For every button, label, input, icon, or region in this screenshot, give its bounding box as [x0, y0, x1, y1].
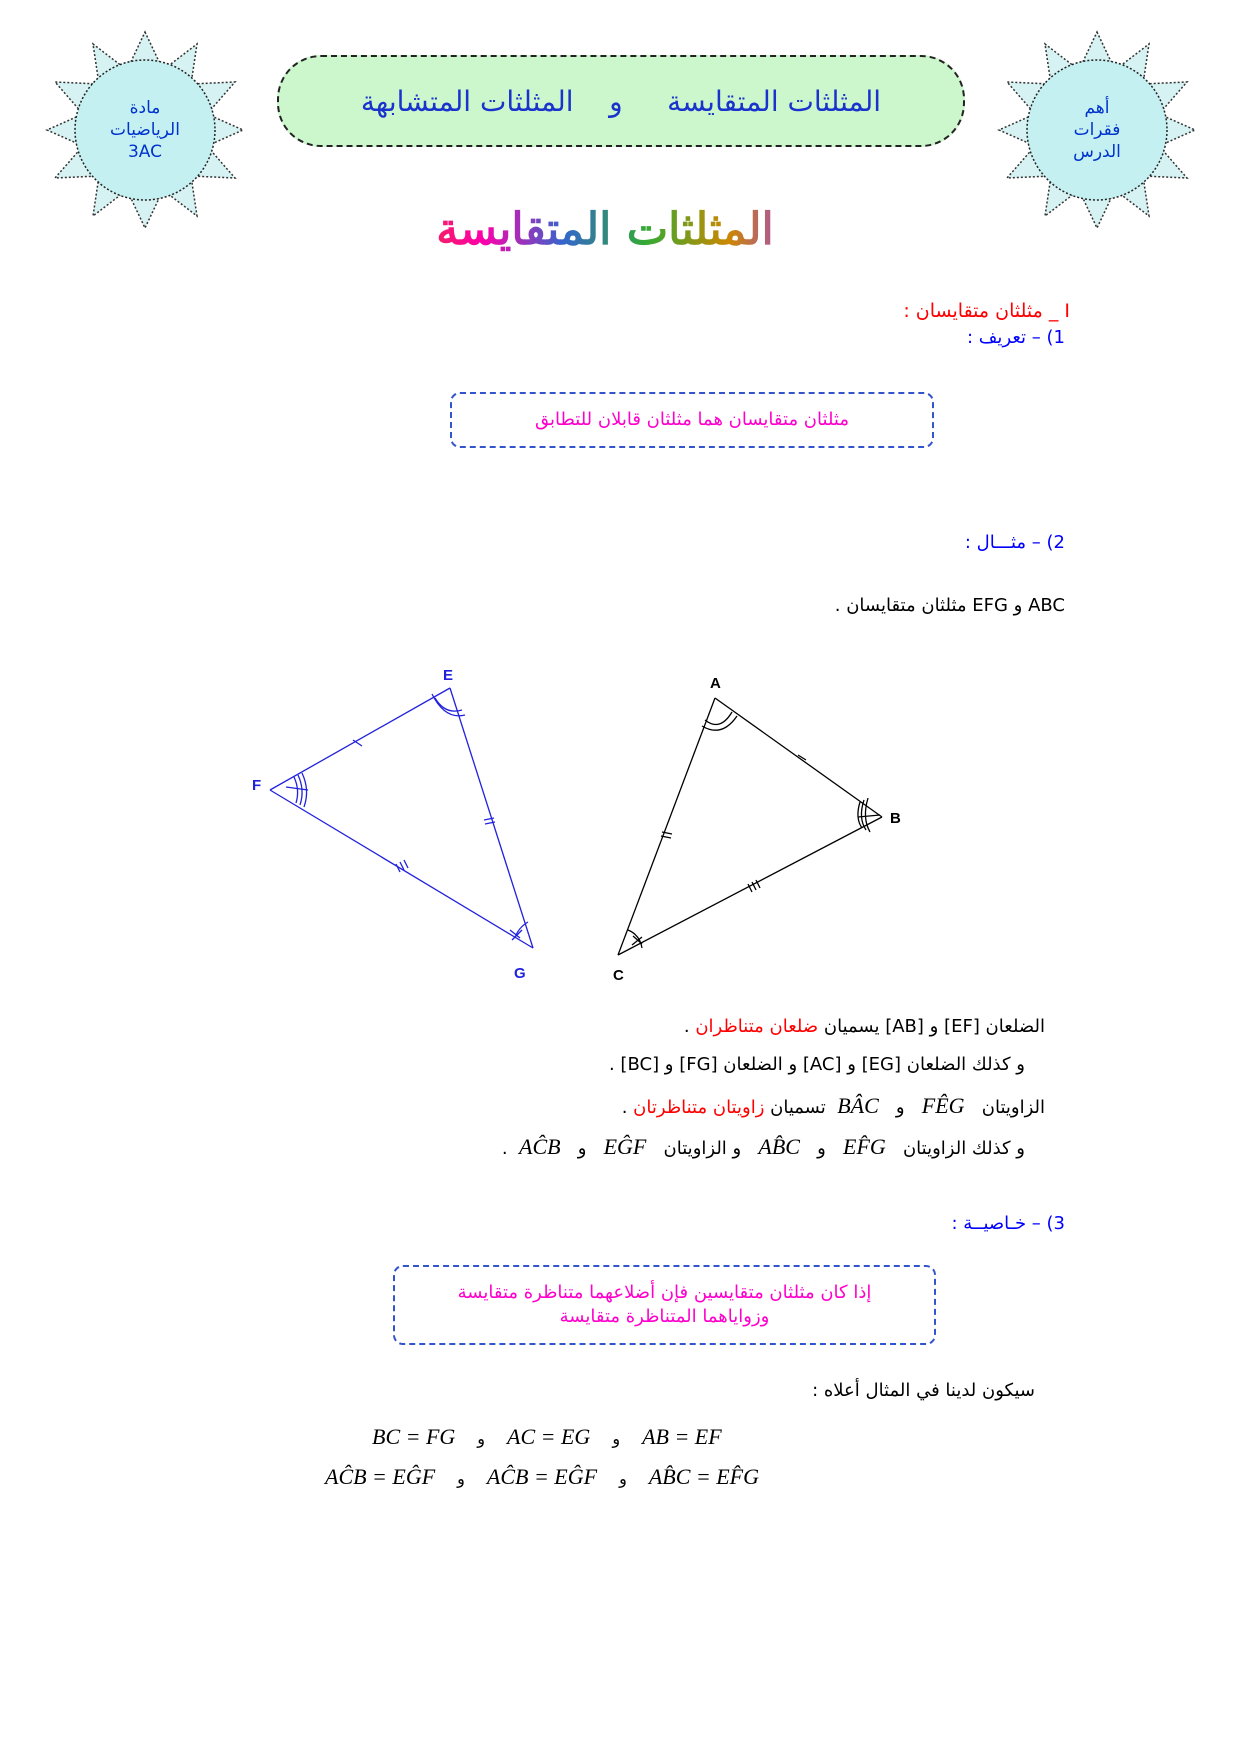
definition-heading: 1) – تعريف : [967, 327, 1065, 348]
corr3-highlight: زاويتان متناظرتان [633, 1097, 765, 1118]
angle-efg: EF̂G [843, 1134, 886, 1159]
definition-text: مثلثان متقايسان هما مثلثان قابلان للتطابق [535, 409, 849, 430]
angle-bac: BÂC [837, 1093, 879, 1118]
equation-row1 [372, 1424, 722, 1450]
angle-abc: AB̂C [758, 1134, 800, 1159]
correspondence-line4 [502, 1134, 1025, 1160]
side-ab [715, 698, 882, 817]
left-badge-line3: 3AC [127, 142, 163, 162]
correspondence-line3 [622, 1093, 1045, 1119]
corr3-and: و [895, 1097, 905, 1118]
label-g: G [514, 965, 526, 982]
property-heading: 3) – خـاصيــة : [951, 1213, 1065, 1234]
eq-angle3: AB̂C = EF̂G [648, 1464, 759, 1489]
title-text: المثلثات المتقايسة و المثلثات المتشابهة [360, 84, 882, 118]
correspondence-line2: و كذلك الضلعان [EG] و [AC] و الضلعان [FG] و [BC] . [608, 1054, 1025, 1075]
eq-angle1: AĈB = EĜF [325, 1464, 436, 1489]
side-ac [618, 698, 715, 955]
corr3-mid: تسميان [764, 1097, 826, 1118]
angle-egf: EĜF [603, 1134, 647, 1159]
side-bc [618, 817, 882, 955]
property-box [393, 1265, 936, 1345]
correspondence-line1 [684, 1016, 1045, 1037]
eq-ab-ef: AB = EF [642, 1424, 722, 1449]
eq-angle2: AĈB = EĜF [486, 1464, 598, 1489]
label-b: B [890, 810, 901, 827]
eq-and: و [612, 1429, 621, 1448]
right-badge-line1: أهم [1084, 98, 1110, 118]
corr1-text: الضلعان [EF] و [AB] يسميان [818, 1016, 1045, 1037]
label-e: E [443, 667, 454, 684]
corr4-mid: و الزاويتان [663, 1138, 742, 1159]
corr4-pre: و كذلك الزاويتان [902, 1138, 1025, 1159]
eq-and: و [477, 1429, 486, 1448]
corr1-highlight: ضلعان متناظران [695, 1016, 819, 1037]
equation-row2 [325, 1464, 759, 1490]
left-badge [45, 30, 245, 230]
title-banner [277, 55, 965, 147]
corr4-and1: و [817, 1138, 826, 1159]
angle-feg: FÊG [921, 1093, 965, 1118]
corr3-pre: الزاويتان [981, 1097, 1045, 1118]
corr1-end: . [683, 1016, 696, 1037]
example-statement: ABC و EFG مثلثان متقايسان . [834, 595, 1065, 616]
angle-acb: AĈB [519, 1134, 561, 1159]
section-heading: I _ مثلثان متقايسان : [903, 300, 1070, 322]
label-f: F [252, 777, 262, 794]
left-badge-line1: مادة [129, 98, 161, 118]
right-badge-line2: فقرات [1073, 120, 1121, 140]
example-heading: 2) – مثـــال : [964, 532, 1065, 553]
definition-box [450, 392, 934, 448]
right-badge [997, 30, 1197, 230]
eq-and: و [619, 1469, 627, 1488]
right-badge-line3: الدرس [1073, 142, 1121, 162]
corr4-and2: و [577, 1138, 587, 1159]
property-intro: سيكون لدينا في المثال أعلاه : [812, 1380, 1035, 1401]
property-line2: وزواياهما المتناظرة متقايسة [559, 1306, 770, 1327]
corr4-end: . [501, 1138, 508, 1159]
eq-ac-eg: AC = EG [507, 1424, 591, 1449]
left-badge-line2: الرياضيات [110, 120, 180, 140]
label-a: A [710, 675, 721, 692]
property-line1: إذا كان مثلثان متقايسين فإن أضلاعهما متناظرة متقايسة [457, 1282, 872, 1303]
label-c: C [613, 967, 624, 984]
calligraphy-title: المثلثات المتقايسة [400, 195, 810, 265]
eq-bc-fg: BC = FG [372, 1424, 456, 1449]
eq-and: و [457, 1469, 465, 1488]
side-ef [270, 688, 450, 790]
corr3-end: . [621, 1097, 634, 1118]
triangles-figure [250, 660, 930, 990]
side-fg [270, 790, 533, 948]
